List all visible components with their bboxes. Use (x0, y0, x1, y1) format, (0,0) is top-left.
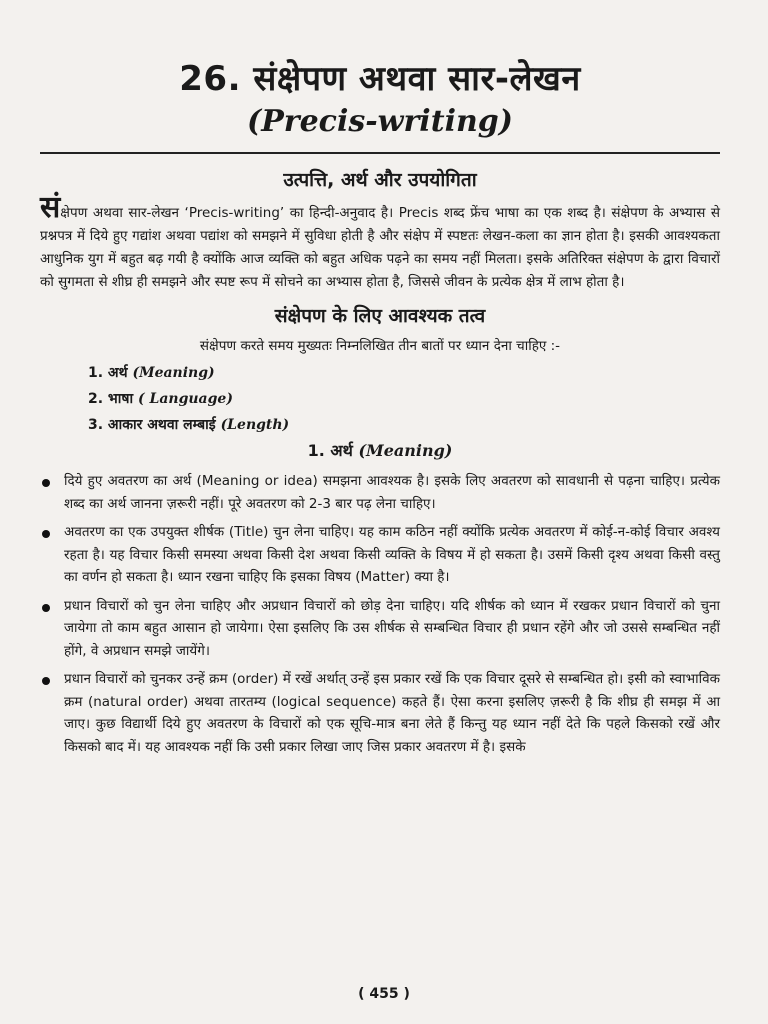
bullet-icon (42, 677, 50, 685)
drop-cap: सं (40, 190, 61, 225)
subheading-meaning: 1. अर्थ (Meaning) (307, 441, 453, 460)
list-item: दिये हुए अवतरण का अर्थ (Meaning or idea) समझना आवश्यक है। इसके लिए अवतरण को सावधानी से पढ़ना चाहिए। प्रत्येक शब्द का अर्थ जानना ज़रूरी नहीं। पूरे अवतरण को 2-3 बार पढ़ लेना चाहिए। (40, 470, 720, 515)
chapter-title: 26. संक्षेपण अथवा सार-लेखन (179, 59, 581, 99)
chapter-subtitle: (Precis-writing) (247, 104, 513, 139)
elements-list (40, 360, 720, 438)
bullet-icon (42, 604, 50, 612)
intro-paragraph (40, 190, 720, 294)
book-page (40, 48, 720, 764)
list-item: प्रधान विचारों को चुनकर उन्हें क्रम (order) में रखें अर्थात् उन्हें इस प्रकार रखें कि एक विचार दूसरे से सम्बन्धित हो। इसी को स्वाभाविक क्रम (natural order) अथवा तारतम्य (logical sequence) कहते हैं। ऐसा करना इसलिए ज़रूरी है कि शीघ्र ही समझ में आ जाए। कुछ विद्यार्थी दिये हुए अवतरण के विचारों को एक सूचि-मात्र बना लेते हैं किन्तु यह ध्यान नहीं देते कि पहले किसको रखें और किसको बाद में। यह आवश्यक नहीं कि उसी प्रकार लिखा जाए जिस प्रकार अवतरण में है। इसके (40, 668, 720, 758)
title-divider (40, 152, 720, 154)
list-item: 2. भाषा ( Language) (88, 391, 233, 407)
meaning-bullets (40, 470, 720, 758)
bullet-icon (42, 479, 50, 487)
elements-intro: संक्षेपण करते समय मुख्यतः निम्नलिखित तीन बातों पर ध्यान देना चाहिए :- (199, 338, 561, 354)
list-item: प्रधान विचारों को चुन लेना चाहिए और अप्रधान विचारों को छोड़ देना चाहिए। यदि शीर्षक को ध्यान में रखकर प्रधान विचारों को चुना जायेगा तो काम बहुत आसान हो जायेगा। ऐसा इसलिए कि उस शीर्षक से सम्बन्धित विचार ही प्रधान रहेंगे और जो उससे सम्बन्धित नहीं होंगे, वे अप्रधान समझे जायेंगे। (40, 595, 720, 663)
list-item: अवतरण का एक उपयुक्त शीर्षक (Title) चुन लेना चाहिए। यह काम कठिन नहीं क्योंकि प्रत्येक अवतरण में कोई-न-कोई विचार अवश्य रहता है। यह विचार किसी समस्या अथवा किसी देश अथवा किसी व्यक्ति के विषय में हो सकता है। उसमें किसी दृश्य अथवा किसी वस्तु का वर्णन हो सकता है। ध्यान रखना चाहिए कि इसका विषय (Matter) क्या है। (40, 521, 720, 589)
page-number: ( 455 ) (358, 986, 410, 1002)
section-heading-origin: उत्पत्ति, अर्थ और उपयोगिता (283, 169, 477, 191)
bullet-icon (42, 530, 50, 538)
list-item: 1. अर्थ (Meaning) (88, 365, 215, 381)
list-item: 3. आकार अथवा लम्बाई (Length) (88, 417, 290, 433)
section-heading-elements: संक्षेपण के लिए आवश्यक तत्व (274, 305, 486, 327)
intro-paragraph-text: क्षेपण अथवा सार-लेखन ‘Precis-writing’ का हिन्दी-अनुवाद है। Precis शब्द फ्रेंच भाषा का एक शब्द है। संक्षेपण के अभ्यास से प्रश्नपत्र में दिये हुए गद्यांश अथवा पद्यांश को समझने में सुविधा होती है और संक्षेप में स्पष्टतः लेखन-कला का ज्ञान होता है। इसकी आवश्यकता आधुनिक युग में बहुत बढ़ गयी है क्योंकि आज व्यक्ति को बहुत अधिक पढ़ने का समय नहीं मिलता। इसके अतिरिक्त संक्षेपण के द्वारा विचारों को सुगमता से शीघ्र ही समझने और स्पष्ट रूप में सोचने का अभ्यास होता है, जिससे जीवन के प्रत्येक क्षेत्र में लाभ होता है। (40, 205, 720, 290)
